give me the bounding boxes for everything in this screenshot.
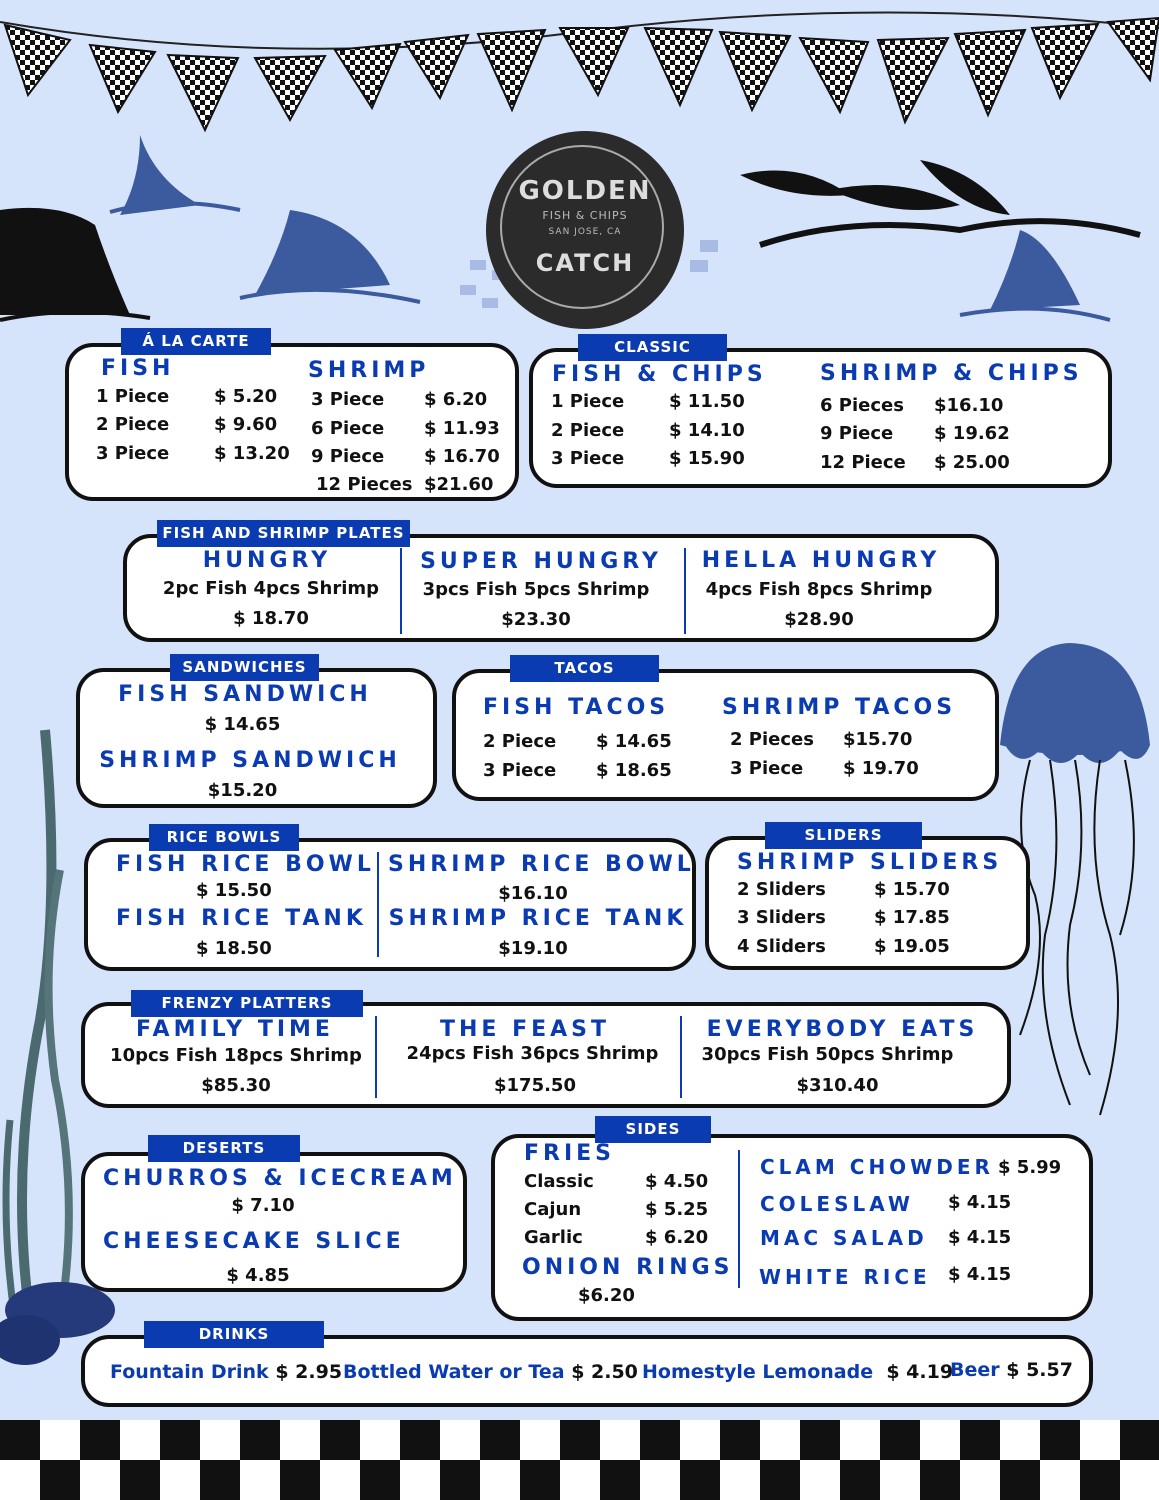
platter-price: $175.50 xyxy=(494,1075,576,1096)
menu-item-price: $15.70 xyxy=(843,729,913,750)
platter-desc: 10pcs Fish 18pcs Shrimp xyxy=(110,1045,362,1066)
desert-price: $ 7.10 xyxy=(231,1195,295,1216)
alacarte-shrimp-title: SHRIMP xyxy=(308,358,430,383)
rice-tab: RICE BOWLS xyxy=(149,824,299,851)
classic-shrimp-title: SHRIMP & CHIPS xyxy=(820,361,1083,386)
drink-price: $ 2.50 xyxy=(571,1361,638,1383)
divider xyxy=(375,1016,377,1098)
menu-item-name: Garlic xyxy=(524,1227,583,1248)
divider xyxy=(684,548,686,634)
drink-item xyxy=(110,1361,342,1383)
menu-item-name: 2 Piece xyxy=(96,414,170,435)
side-title: COLESLAW xyxy=(760,1192,914,1216)
menu-item-price: $ 15.70 xyxy=(874,879,950,900)
menu-item-price: $21.60 xyxy=(424,474,494,495)
menu-item-name: 3 Sliders xyxy=(737,907,826,928)
menu-item-name: 3 Piece xyxy=(311,389,385,410)
divider xyxy=(680,1016,682,1098)
side-title: MAC SALAD xyxy=(760,1226,928,1250)
menu-item-price: $ 17.85 xyxy=(874,907,950,928)
sandwich-title: FISH SANDWICH xyxy=(118,682,372,707)
drink-price: $ 4.19 xyxy=(886,1361,954,1383)
menu-item-price: $ 19.62 xyxy=(934,423,1010,444)
drink-name: Bottled Water or Tea xyxy=(343,1361,565,1383)
plate-price: $ 18.70 xyxy=(233,608,309,629)
menu-item-price: $ 19.70 xyxy=(843,758,919,779)
menu-item-price: $ 16.70 xyxy=(424,446,500,467)
menu-item-price: $ 11.93 xyxy=(424,418,500,439)
menu-item-name: 2 Pieces xyxy=(730,729,814,750)
logo-golden: GOLDEN xyxy=(518,176,652,206)
drink-item xyxy=(642,1361,953,1383)
classic-tab: CLASSIC xyxy=(578,334,727,361)
plate-desc: 2pc Fish 4pcs Shrimp xyxy=(162,578,380,599)
platter-desc: 30pcs Fish 50pcs Shrimp xyxy=(701,1044,954,1065)
divider xyxy=(377,852,379,957)
drink-item xyxy=(950,1359,1073,1381)
drink-price: $ 5.57 xyxy=(1006,1359,1073,1381)
sliders-tab: SLIDERS xyxy=(765,822,922,849)
menu-item-price: $ 14.10 xyxy=(669,420,745,441)
tacos-shrimp-title: SHRIMP TACOS xyxy=(722,695,957,720)
menu-item-price: $ 14.65 xyxy=(596,731,672,752)
drink-name: Beer xyxy=(950,1359,1000,1381)
menu-item-name: 6 Pieces xyxy=(820,395,904,416)
plates-tab: FISH AND SHRIMP PLATES xyxy=(157,520,410,547)
side-price: $ 5.99 xyxy=(998,1157,1062,1178)
side-title: CLAM CHOWDER xyxy=(760,1155,994,1179)
desert-title: CHEESECAKE SLICE xyxy=(103,1229,405,1254)
rice-price: $ 15.50 xyxy=(196,880,272,901)
menu-item-name: 2 Piece xyxy=(483,731,557,752)
platter-title: FAMILY TIME xyxy=(136,1017,334,1042)
drink-name: Homestyle Lemonade xyxy=(642,1361,874,1383)
menu-item-price: $ 18.65 xyxy=(596,760,672,781)
plate-title: HUNGRY xyxy=(202,548,332,573)
rice-title: SHRIMP RICE BOWL xyxy=(388,852,695,877)
plate-price: $23.30 xyxy=(501,609,571,630)
menu-item-name: 12 Pieces xyxy=(316,474,413,495)
alacarte-tab: Á LA CARTE xyxy=(121,328,271,355)
menu-item-price: $16.10 xyxy=(934,395,1004,416)
menu-item-name: 2 Piece xyxy=(551,420,625,441)
menu-item-price: $ 13.20 xyxy=(214,443,290,464)
logo-catch: CATCH xyxy=(535,249,635,277)
checkered-footer xyxy=(0,1420,1159,1500)
onion-rings-price: $6.20 xyxy=(578,1285,635,1306)
plate-desc: 4pcs Fish 8pcs Shrimp xyxy=(705,579,933,600)
menu-item-name: Classic xyxy=(524,1171,594,1192)
plate-price: $28.90 xyxy=(784,609,854,630)
sandwich-price: $ 14.65 xyxy=(204,714,281,735)
menu-item-name: 3 Piece xyxy=(551,448,625,469)
menu-item-price: $ 4.50 xyxy=(645,1171,709,1192)
menu-item-price: $ 9.60 xyxy=(214,414,278,435)
divider xyxy=(738,1150,740,1288)
sandwiches-tab: SANDWICHES xyxy=(170,654,319,681)
logo xyxy=(486,131,684,329)
platter-price: $310.40 xyxy=(796,1075,879,1096)
tacos-fish-title: FISH TACOS xyxy=(483,695,670,720)
side-price: $ 4.15 xyxy=(948,1192,1012,1213)
menu-item-price: $ 6.20 xyxy=(424,389,488,410)
menu-item-name: 4 Sliders xyxy=(737,936,826,957)
menu-item-name: 6 Piece xyxy=(311,418,385,439)
menu-item-price: $ 5.20 xyxy=(214,386,278,407)
sides-tab: SIDES xyxy=(595,1116,711,1143)
onion-rings-title: ONION RINGS xyxy=(522,1255,734,1280)
menu-item-price: $ 5.25 xyxy=(645,1199,709,1220)
sliders-title: SHRIMP SLIDERS xyxy=(737,850,1003,875)
menu-item-name: 12 Piece xyxy=(820,452,906,473)
sandwich-price: $15.20 xyxy=(207,780,278,801)
desert-title: CHURROS & ICECREAM xyxy=(103,1166,457,1191)
logo-arc: FISH & CHIPS xyxy=(542,209,628,222)
rice-price: $ 18.50 xyxy=(196,938,272,959)
desert-price: $ 4.85 xyxy=(226,1265,290,1286)
rice-title: FISH RICE TANK xyxy=(116,906,367,931)
drink-name: Fountain Drink xyxy=(110,1361,269,1383)
checkered-banner xyxy=(0,0,1159,140)
classic-fish-title: FISH & CHIPS xyxy=(552,362,767,387)
logo-location: SAN JOSE, CA xyxy=(548,227,622,237)
menu-item-name: 1 Piece xyxy=(96,386,170,407)
menu-item-name: Cajun xyxy=(524,1199,582,1220)
fries-title: FRIES xyxy=(524,1141,616,1166)
menu-item-name: 3 Piece xyxy=(730,758,804,779)
drinks-tab: DRINKS xyxy=(144,1321,324,1348)
sandwich-title: SHRIMP SANDWICH xyxy=(99,748,401,773)
platter-title: EVERYBODY EATS xyxy=(706,1017,979,1042)
menu-item-price: $ 6.20 xyxy=(645,1227,709,1248)
tacos-tab: TACOS xyxy=(510,655,659,682)
rice-price: $16.10 xyxy=(498,883,568,904)
platter-title: THE FEAST xyxy=(439,1017,611,1042)
side-title: WHITE RICE xyxy=(759,1265,931,1289)
deserts-tab: DESERTS xyxy=(148,1135,300,1162)
platters-tab: FRENZY PLATTERS xyxy=(131,990,363,1017)
drink-price: $ 2.95 xyxy=(275,1361,343,1383)
menu-item-price: $ 19.05 xyxy=(874,936,950,957)
menu-item-name: 1 Piece xyxy=(551,391,625,412)
menu-item-price: $ 11.50 xyxy=(669,391,745,412)
side-price: $ 4.15 xyxy=(948,1227,1012,1248)
menu-item-price: $ 25.00 xyxy=(934,452,1010,473)
plate-title: HELLA HUNGRY xyxy=(701,548,941,573)
menu-item-name: 3 Piece xyxy=(483,760,557,781)
platter-desc: 24pcs Fish 36pcs Shrimp xyxy=(406,1043,659,1064)
menu-item-name: 2 Sliders xyxy=(737,879,826,900)
menu-item-price: $ 15.90 xyxy=(669,448,745,469)
plate-title: SUPER HUNGRY xyxy=(420,549,662,574)
menu-item-name: 9 Piece xyxy=(311,446,385,467)
rice-title: FISH RICE BOWL xyxy=(116,852,375,877)
platter-price: $85.30 xyxy=(201,1075,271,1096)
side-price: $ 4.15 xyxy=(948,1264,1012,1285)
rice-title: SHRIMP RICE TANK xyxy=(388,906,688,931)
menu-item-name: 3 Piece xyxy=(96,443,170,464)
rice-price: $19.10 xyxy=(498,938,568,959)
drink-item xyxy=(343,1361,638,1383)
menu-item-name: 9 Piece xyxy=(820,423,894,444)
alacarte-fish-title: FISH xyxy=(101,356,175,381)
plate-desc: 3pcs Fish 5pcs Shrimp xyxy=(422,579,650,600)
